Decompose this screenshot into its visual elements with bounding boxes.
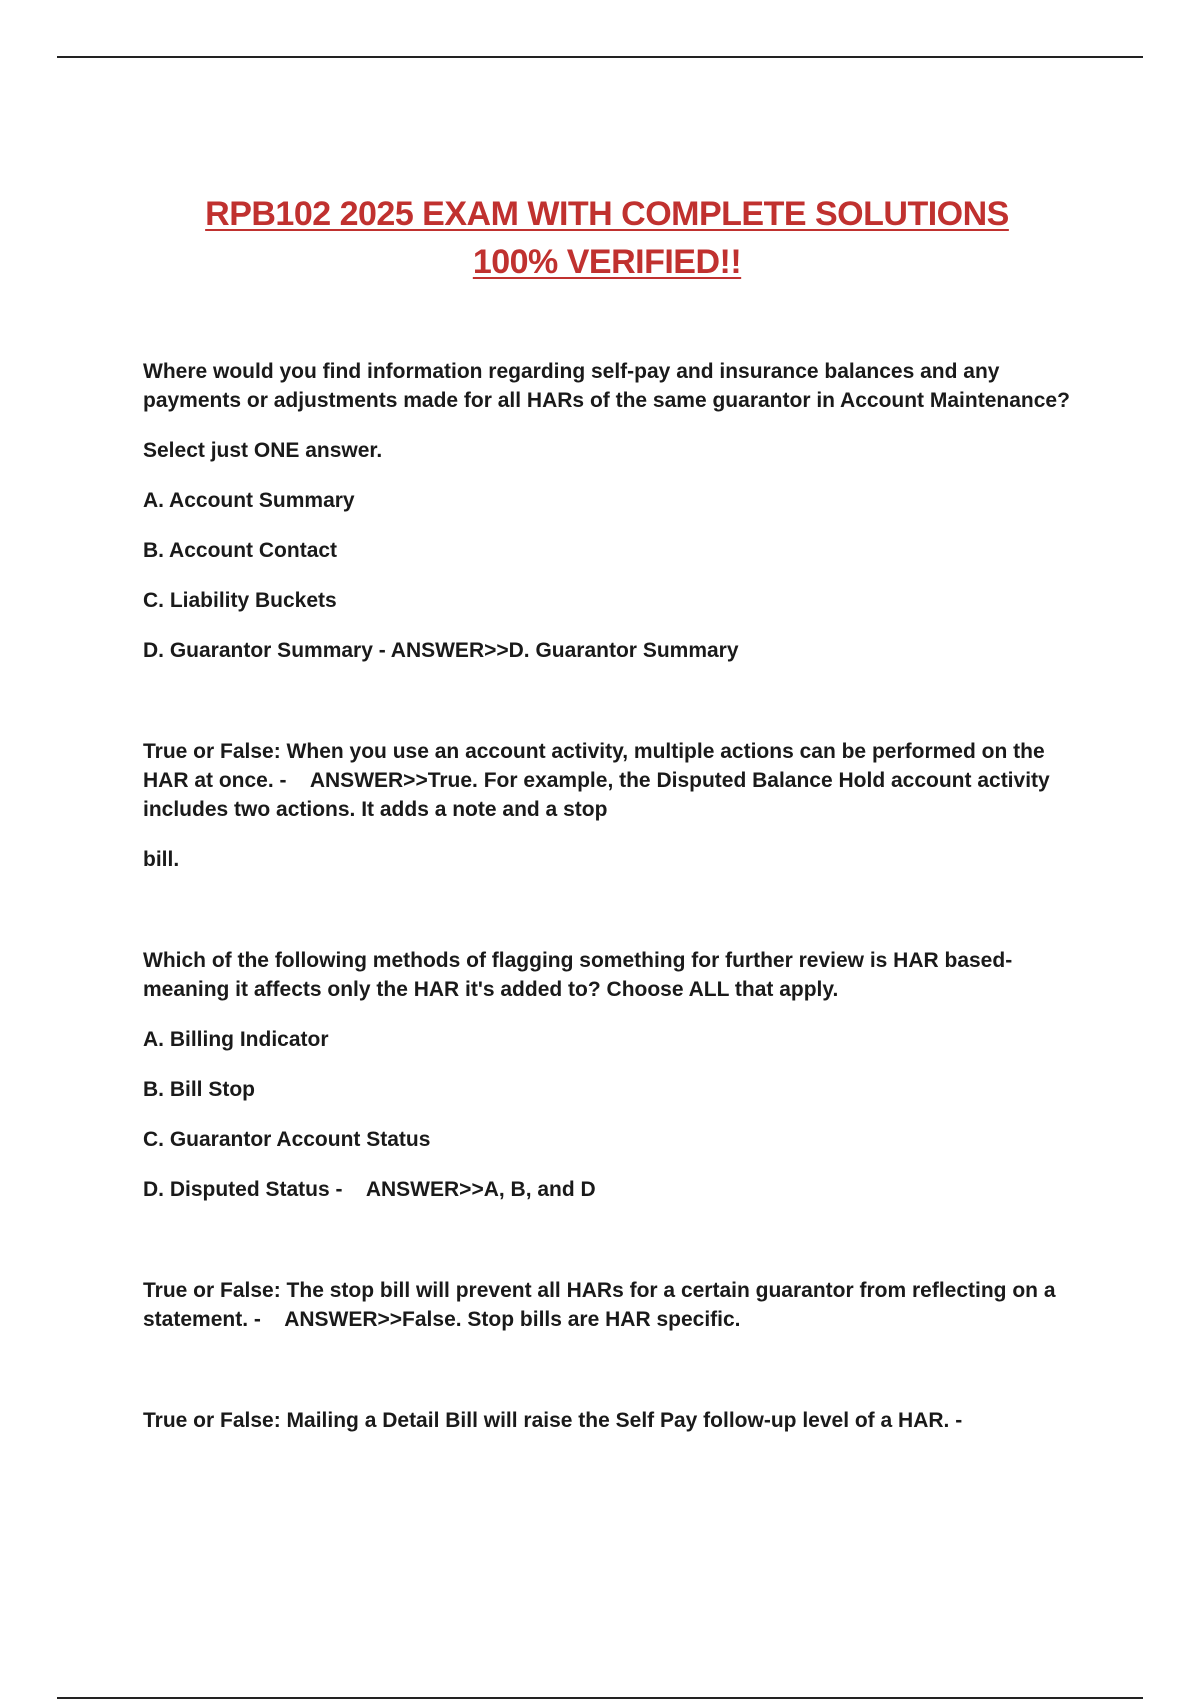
question-1-option-d: D. Guarantor Summary - ANSWER>>D. Guarantor Summary [143, 639, 739, 662]
question-4-prompt: True or False: The stop bill will prevent all HARs for a certain guarantor from reflecting on a statement. - ANSWER>>False. Stop bills are HAR specific. [143, 1279, 1056, 1331]
question-1-option-c: C. Liability Buckets [143, 589, 337, 612]
title-line-1: RPB102 2025 EXAM WITH COMPLETE SOLUTIONS [205, 195, 1009, 233]
question-5-prompt: True or False: Mailing a Detail Bill will raise the Self Pay follow-up level of a HAR. - [143, 1409, 963, 1432]
document-title [143, 190, 1071, 286]
question-3-prompt: Which of the following methods of flagging something for further review is HAR based-meaning it affects only the HAR it's added to? Choose ALL that apply. [143, 949, 1013, 1001]
header-rule [57, 56, 1143, 58]
question-2-continuation: bill. [143, 848, 180, 871]
title-line-2: 100% VERIFIED!! [472, 243, 742, 281]
question-3-option-a: A. Billing Indicator [143, 1028, 329, 1051]
question-1-prompt: Where would you find information regarding self-pay and insurance balances and any payments or adjustments made for all HARs of the same guarantor in Account Maintenance? [143, 360, 1070, 412]
question-3-option-c: C. Guarantor Account Status [143, 1128, 431, 1151]
footer-rule [57, 1697, 1143, 1699]
question-3-option-b: B. Bill Stop [143, 1078, 255, 1101]
question-1-instruction: Select just ONE answer. [143, 439, 383, 462]
question-3-option-d: D. Disputed Status - ANSWER>>A, B, and D [143, 1178, 596, 1201]
question-1-option-b: B. Account Contact [143, 539, 338, 562]
document-body [143, 357, 1083, 1435]
question-2-prompt: True or False: When you use an account activity, multiple actions can be performed on the HAR at once. - ANSWER>>True. For example, the Disputed Balance Hold account activity includes two actions. It adds a note and a stop [143, 740, 1050, 821]
question-1-option-a: A. Account Summary [143, 489, 355, 512]
